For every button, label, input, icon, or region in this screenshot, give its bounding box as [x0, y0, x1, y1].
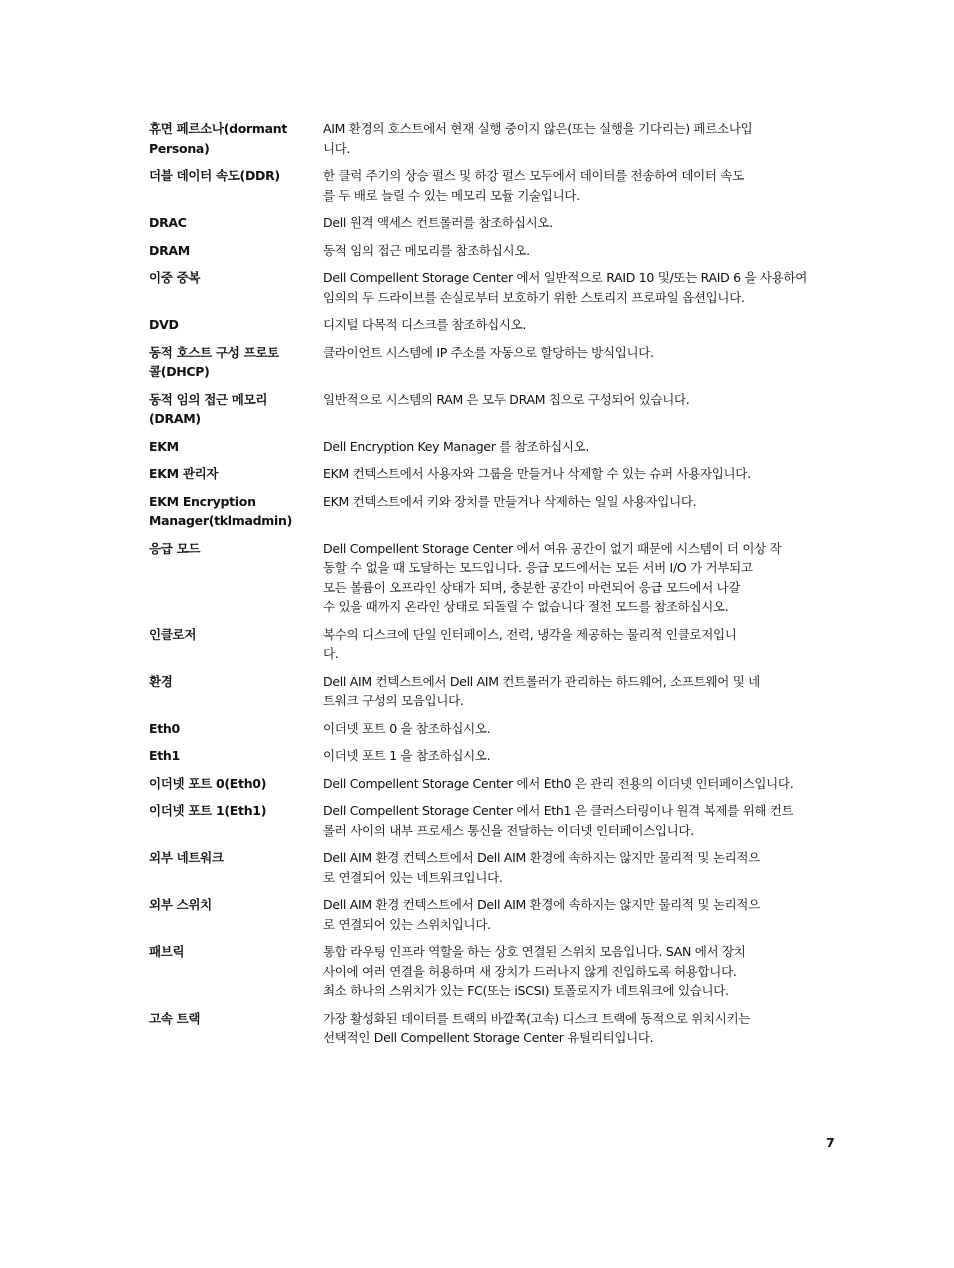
glossary-definition: Dell AIM 환경 컨텍스트에서 Dell AIM 환경에 속하지는 않지만 물리적 및 논리적으 로 연결되어 있는 네트워크입니다.	[323, 850, 760, 885]
glossary-entry	[149, 437, 839, 457]
glossary-entry	[149, 895, 839, 934]
glossary-definition: 가장 활성화된 데이터를 트랙의 바깥쪽(고속) 디스크 트랙에 동적으로 위치시키는 선택적인 Dell Compellent Storage Center 유틸리티입니다.	[323, 1010, 751, 1045]
glossary-term: DRAC	[149, 215, 187, 230]
glossary-term: 외부 스위치	[149, 897, 212, 912]
glossary-entry	[149, 719, 839, 739]
glossary-definition: 통합 라우팅 인프라 역할을 하는 상호 연결된 스위치 모음입니다. SAN 에서 장치 사이에 여러 연결을 허용하며 새 장치가 드러나지 않게 진입하도록 허용합니다. 최소 하나의 스위치가 있는 FC(또는 iSCSI) 토폴로지가 네트워크에 있습니다.	[323, 944, 746, 998]
glossary-term: Eth1	[149, 748, 180, 763]
glossary-term: 인클로저	[149, 626, 197, 642]
glossary-definition: Dell Compellent Storage Center 에서 Eth0 은 관리 전용의 이더넷 인터페이스입니다.	[323, 775, 794, 791]
glossary-term: 응급 모드	[149, 540, 201, 556]
glossary-term: EKM 관리자	[149, 466, 219, 481]
glossary-definition: 한 클럭 주기의 상승 펄스 및 하강 펄스 모두에서 데이터를 전송하여 데이터 속도 를 두 배로 늘릴 수 있는 메모리 모듈 기술입니다.	[323, 168, 744, 203]
glossary-term: 고속 트랙	[149, 1010, 201, 1026]
glossary-entry	[149, 746, 839, 766]
glossary-definition: Dell Compellent Storage Center 에서 여유 공간이 없기 때문에 시스템이 더 이상 작 동할 수 없을 때 도달하는 모드입니다. 응급 모드에서는 모든 서버 I/O 가 거부되고 모든 볼륨이 오프라인 상태가 되며, 충분한 공간이 마련되어 응급 모드에서 나갈 수 있을 때까지 온라인 상태로 되돌릴 수 없습니다 절전 모드를 참조하십시오.	[323, 540, 782, 614]
glossary-entry	[149, 213, 839, 233]
glossary-entry	[149, 268, 839, 307]
glossary-term: 더블 데이터 속도(DDR)	[149, 168, 280, 183]
glossary-term: 휴면 페르소나(dormant Persona)	[149, 121, 288, 156]
glossary-definition: Dell Encryption Key Manager 를 참조하십시오.	[323, 438, 590, 454]
glossary-term: 외부 네트워크	[149, 850, 224, 865]
glossary-term: 이더넷 포트 1(Eth1)	[149, 803, 267, 818]
page-number: 7	[826, 1135, 835, 1150]
glossary-definition: 디지털 다목적 디스크를 참조하십시오.	[323, 317, 527, 332]
glossary-term: DVD	[149, 317, 179, 332]
glossary-entry	[149, 672, 839, 711]
glossary-term: 패브릭	[149, 944, 185, 959]
glossary-entry	[149, 119, 839, 158]
glossary-definition: Dell Compellent Storage Center 에서 Eth1 은 클러스터링이나 원격 복제를 위해 컨트 롤러 사이의 내부 프로세스 통신을 전달하는 이더넷 인터페이스입니다.	[323, 803, 794, 838]
glossary-entry	[149, 1009, 839, 1048]
glossary-term: DRAM	[149, 242, 190, 258]
glossary-entry	[149, 801, 839, 840]
glossary-term: Eth0	[149, 720, 180, 736]
glossary-definition: 이더넷 포트 0 을 참조하십시오.	[323, 720, 491, 736]
glossary-entry	[149, 492, 839, 531]
glossary-entry	[149, 942, 839, 1001]
glossary-term: 동적 호스트 구성 프로토 콜(DHCP)	[149, 344, 279, 379]
glossary-definition: Dell Compellent Storage Center 에서 일반적으로 RAID 10 및/또는 RAID 6 을 사용하여 임의의 두 드라이브를 손실로부터 보호하기 위한 스토리지 프로파일 옵션입니다.	[323, 270, 808, 305]
glossary-term: 이중 중복	[149, 270, 201, 285]
glossary-term: 이더넷 포트 0(Eth0)	[149, 775, 267, 791]
glossary-entry	[149, 464, 839, 484]
glossary-entry	[149, 774, 839, 794]
glossary-term: EKM Encryption Manager(tklmadmin)	[149, 493, 293, 528]
glossary-definition: Dell AIM 환경 컨텍스트에서 Dell AIM 환경에 속하지는 않지만 물리적 및 논리적으 로 연결되어 있는 스위치입니다.	[323, 897, 760, 932]
glossary-entry	[149, 315, 839, 335]
glossary-definition: EKM 컨텍스트에서 키와 장치를 만들거나 삭제하는 일일 사용자입니다.	[323, 493, 697, 509]
glossary-entry	[149, 343, 839, 382]
glossary-entry	[149, 241, 839, 261]
glossary-definition: AIM 환경의 호스트에서 현재 실행 중이지 않은(또는 실행을 기다리는) 페르소나입 니다.	[323, 121, 753, 156]
glossary-definition: Dell 원격 액세스 컨트롤러를 참조하십시오.	[323, 215, 553, 230]
glossary-definition: 이더넷 포트 1 을 참조하십시오.	[323, 748, 491, 763]
glossary-definition: 동적 임의 접근 메모리를 참조하십시오.	[323, 242, 530, 258]
glossary-definition: 일반적으로 시스템의 RAM 은 모두 DRAM 칩으로 구성되어 있습니다.	[323, 391, 690, 407]
glossary-definition: Dell AIM 컨텍스트에서 Dell AIM 컨트롤러가 관리하는 하드웨어, 소프트웨어 및 네 트워크 구성의 모음입니다.	[323, 673, 760, 708]
glossary	[149, 119, 839, 1056]
glossary-definition: 복수의 디스크에 단일 인터페이스, 전력, 냉각을 제공하는 물리적 인클로저입니 다.	[323, 626, 737, 661]
glossary-entry	[149, 848, 839, 887]
glossary-entry	[149, 539, 839, 617]
glossary-definition: 클라이언트 시스템에 IP 주소를 자동으로 할당하는 방식입니다.	[323, 344, 654, 360]
glossary-entry	[149, 625, 839, 664]
glossary-definition: EKM 컨텍스트에서 사용자와 그룹을 만들거나 삭제할 수 있는 슈퍼 사용자입니다.	[323, 466, 751, 481]
glossary-term: 환경	[149, 673, 173, 689]
glossary-entry	[149, 166, 839, 205]
glossary-term: 동적 임의 접근 메모리 (DRAM)	[149, 391, 268, 426]
glossary-entry	[149, 390, 839, 429]
glossary-term: EKM	[149, 438, 179, 454]
